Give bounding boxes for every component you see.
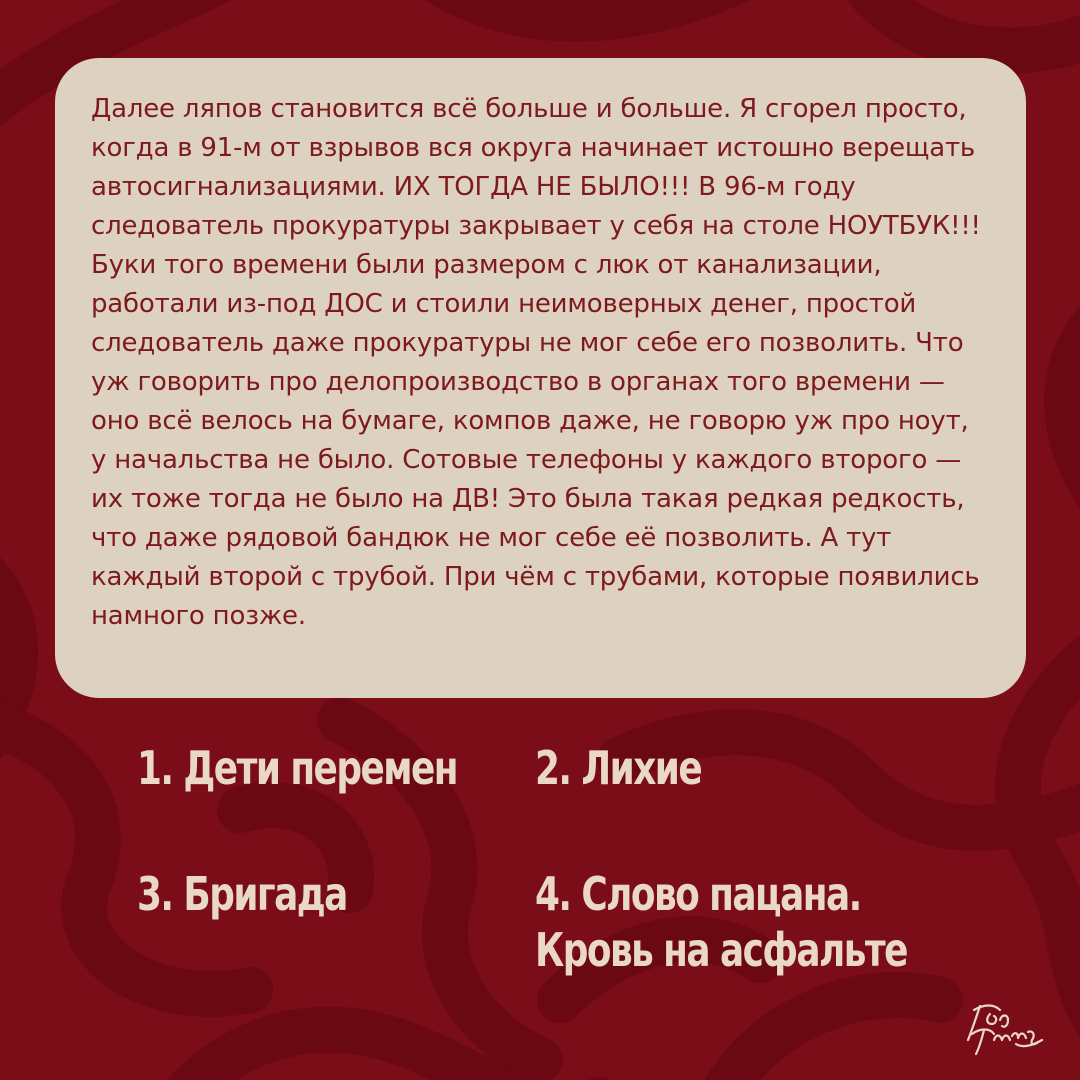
list-item-3: 3. Бригада: [137, 867, 347, 921]
signature-logo-icon: [960, 996, 1046, 1060]
quote-card: [55, 58, 1026, 698]
quote-text: Далее ляпов становится всё больше и больше. Я сгорел просто, когда в 91-м от взрывов вся округа начинает истошно верещать автосигнализациями. ИХ ТОГДА НЕ БЫЛО!!! В 96-м году следователь прокуратуры закрывает у себя на столе НОУТБУК!!! Буки того времени были размером с люк от канализации, работали из-под ДОС и стоили неимоверных денег, простой следователь даже прокуратуры не мог себе его позволить. Что уж говорить про делопроизводство в органах того времени — оно всё велось на бумаге, компов даже, не говорю уж про ноут, у начальства не было. Сотовые телефоны у каждого второго — их тоже тогда не было на ДВ! Это была такая редкая редкость, что даже рядовой бандюк не мог себе её позволить. А тут каждый второй с трубой. При чём с трубами, которые появились намного позже.: [91, 94, 981, 631]
list-item-2: 2. Лихие: [535, 741, 702, 795]
list-item-4: 4. Слово пацана. Кровь на асфальте: [535, 867, 907, 977]
list-item-1: 1. Дети перемен: [137, 741, 458, 795]
